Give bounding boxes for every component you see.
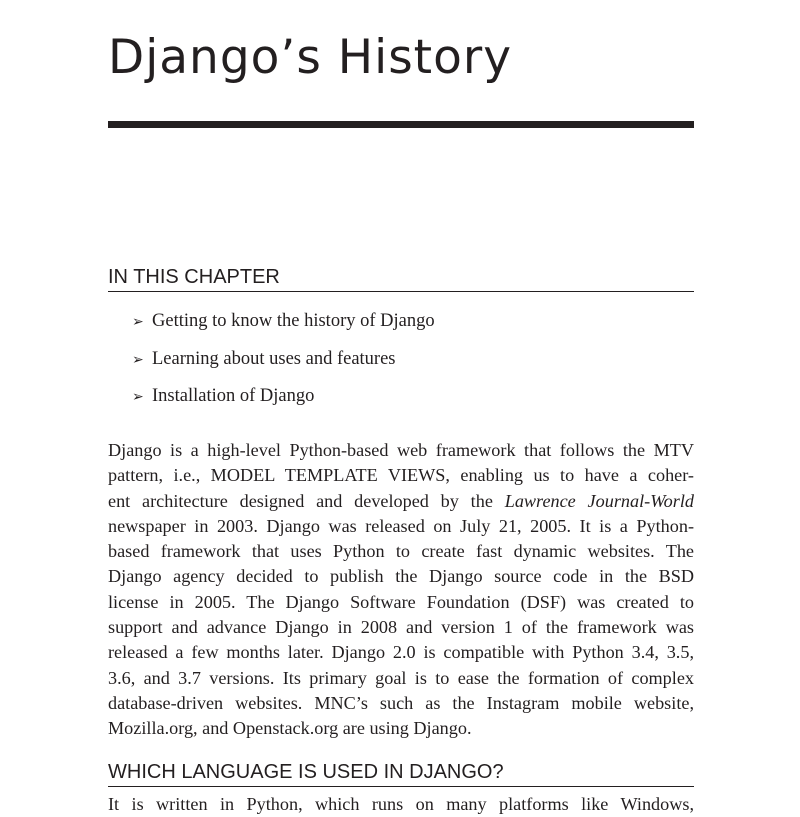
which-language-heading: WHICH LANGUAGE IS USED IN DJANGO? bbox=[108, 760, 694, 787]
list-item-text: Learning about uses and features bbox=[152, 348, 396, 369]
arrow-bullet-icon: ➢ bbox=[132, 389, 144, 405]
cutoff-paragraph-line: It is written in Python, which runs on many platforms like Windows, bbox=[108, 794, 694, 814]
list-item bbox=[132, 345, 435, 383]
paragraph-line: database-driven websites. MNC’s such as the Instagram mobile website, bbox=[108, 692, 694, 713]
list-item bbox=[132, 382, 435, 420]
newspaper-name: Lawrence Journal-World bbox=[504, 490, 694, 511]
paragraph-line: released a few months later. Django 2.0 is compatible with Python 3.4, 3.5, bbox=[108, 642, 694, 663]
paragraph-line: support and advance Django in 2008 and version 1 of the framework was bbox=[108, 617, 694, 638]
paragraph-line: license in 2005. The Django Software Foundation (DSF) was created to bbox=[108, 591, 694, 612]
paragraph-line: newspaper in 2003. Django was released on July 21, 2005. It is a Python- bbox=[108, 515, 694, 536]
list-item-text: Installation of Django bbox=[152, 386, 315, 406]
paragraph-line: Django agency decided to publish the Django source code in the BSD bbox=[108, 566, 694, 587]
paragraph-line: Django is a high-level Python-based web framework that follows the MTV bbox=[108, 440, 694, 460]
paragraph-line-text: ent architecture designed and developed by the bbox=[108, 490, 505, 511]
arrow-bullet-icon: ➢ bbox=[132, 351, 144, 368]
paragraph-line bbox=[108, 489, 694, 514]
in-this-chapter-heading: IN THIS CHAPTER bbox=[108, 265, 694, 292]
paragraph-line: based framework that uses Python to create fast dynamic websites. The bbox=[108, 541, 694, 562]
list-item bbox=[132, 307, 435, 345]
chapter-outline-list bbox=[132, 307, 435, 420]
chapter-title: Django’s History bbox=[108, 30, 513, 85]
arrow-bullet-icon: ➢ bbox=[132, 314, 144, 330]
paragraph-line: 3.6, and 3.7 versions. Its primary goal is to ease the formation of complex bbox=[108, 667, 694, 688]
title-rule bbox=[108, 121, 694, 128]
paragraph-line: pattern, i.e., MODEL TEMPLATE VIEWS, enabling us to have a coher- bbox=[108, 465, 694, 486]
list-item-text: Getting to know the history of Django bbox=[152, 311, 435, 331]
paragraph-line: Mozilla.org, and Openstack.org are using Django. bbox=[108, 718, 472, 739]
intro-paragraph bbox=[108, 438, 694, 742]
